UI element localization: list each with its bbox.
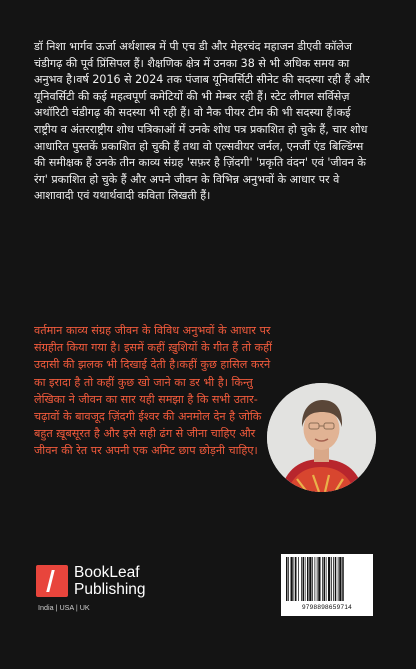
isbn-barcode: [281, 554, 373, 616]
bookleaf-logo-icon: [36, 565, 68, 597]
author-portrait-image: [267, 383, 376, 492]
barcode-bars: [286, 557, 368, 603]
publisher-name-line1: BookLeaf: [74, 564, 140, 581]
author-photo: [267, 383, 376, 492]
book-blurb: वर्तमान काव्य संग्रह जीवन के विविध अनुभवों के आधार पर संग्रहीत किया गया है। इसमें कहीं ख़ुशियों के गीत हैं तो कहीं उदासी की झलक भी दिखाई देती है।कहीं कुछ हासिल करने का इरादा है तो कहीं कुछ खो जाने का डर भी है। किन्तु लेखिका ने जीवन का सार यही समझा है कि सभी उतार-चढ़ावों के बावजूद ज़िंदगी ईश्वर की अनमोल देन है जोकि बहुत ख़ूबसूरत है और इसे सही ढंग से जीना चाहिए और जीवन की रेत पर अपनी एक अमिट छाप छोड़नी चाहिए।: [34, 324, 272, 458]
publisher-logo: [36, 565, 196, 615]
publisher-name-line2: Publishing: [74, 581, 146, 598]
author-bio: डॉ निशा भार्गव ऊर्जा अर्थशास्त्र में पी एच डी और मेहरचंद महाजन डीएवी कॉलेज चंडीगढ़ की पूर्व प्रिंसिपल हैं। शैक्षणिक क्षेत्र में उनका 38 से भी अधिक समय का अनुभव है।वर्ष 2016 से 2024 तक पंजाब यूनिवर्सिटी सीनेट की सदस्या रही हैं और यूनिवर्सिटी की कई महत्वपूर्ण कमेटियों की भी मेम्बर रही हैं। स्टेट लीगल सर्विसेज़ अथॉरिटी चंडीगढ़ की सदस्या भी रही हैं। वो नैक पीयर टीम की भी सदस्या हैं।कई राष्ट्रीय व अंतरराष्ट्रीय शोध पत्रिकाओं में उनके शोध पत्र प्रकाशित हो चुके हैं, चार शोध आधारित पुस्तकें प्रकाशित हो चुकी हैं तथा वो एल्सवीयर जर्नल, एनर्जी एंड बिल्डिंग्स की समीक्षक हैं उनके तीन काव्य संग्रह 'सफ़र है ज़िंदगी' 'प्रकृति वंदन' एवं 'जीवन के रंग' प्रकाशित हो चुके हैं और अपने जीवन के विभिन्न अनुभवों के आधार पर वे आशावादी एवं यथार्थवादी कविता लिखती हैं।: [34, 40, 370, 203]
isbn-number: 9798898659714: [301, 604, 353, 611]
publisher-regions: India | USA | UK: [38, 603, 90, 612]
